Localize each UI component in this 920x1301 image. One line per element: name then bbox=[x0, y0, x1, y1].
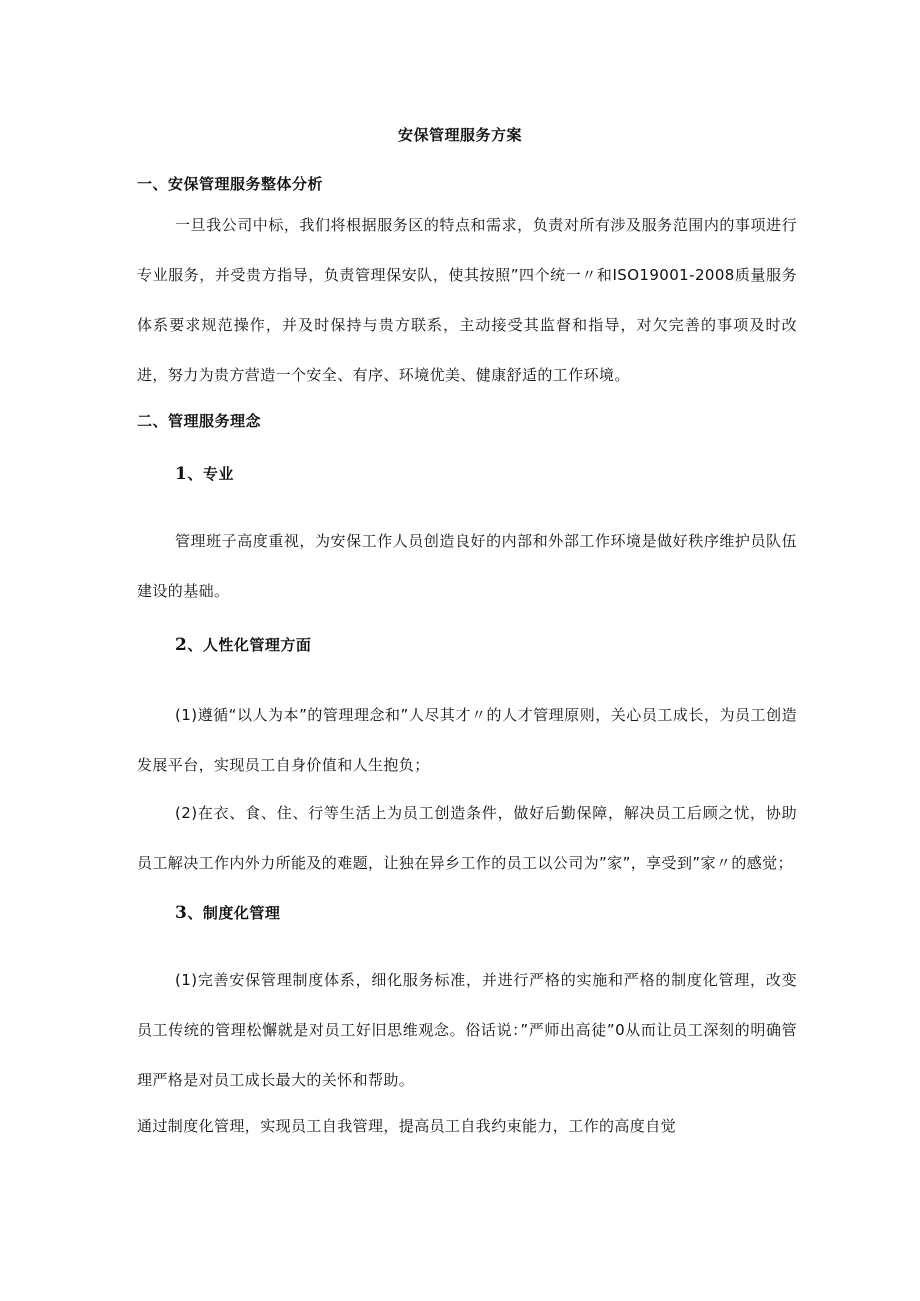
paragraph-humanized-item-1: (1)遵循“以人为本”的管理理念和”人尽其才〃的人才管理原则，关心员工成长，为员工创造发展平台，实现员工自身价值和人生抱负； bbox=[137, 706, 797, 774]
subheading-professional bbox=[175, 463, 234, 484]
page-title: 安保管理服务方案 bbox=[397, 126, 522, 144]
subheading-label: 、人性化管理方面 bbox=[187, 636, 312, 654]
paragraph-professional: 管理班子高度重视，为安保工作人员创造良好的内部和外部工作环境是做好秩序维护员队伍建设的基础。 bbox=[137, 532, 797, 600]
subheading-number: 3 bbox=[175, 903, 188, 923]
section-heading-service-philosophy: 二、管理服务理念 bbox=[137, 412, 262, 430]
subheading-label: 、专业 bbox=[187, 465, 234, 483]
subheading-label: 、制度化管理 bbox=[187, 904, 281, 922]
subheading-humanized-management bbox=[175, 634, 311, 655]
paragraph-overall-analysis: 一旦我公司中标，我们将根据服务区的特点和需求，负责对所有涉及服务范围内的事项进行专业服务，并受贵方指导，负责管理保安队，使其按照”四个统一〃和ISO19001-2008质量服务体系要求规范操作，并及时保持与贵方联系，主动接受其监督和指导，对欠完善的事项及时改进，努力为贵方营造一个安全、有序、环境优美、健康舒适的工作环境。 bbox=[137, 216, 797, 384]
subheading-institutional-management bbox=[175, 902, 280, 923]
section-heading-overall-analysis: 一、安保管理服务整体分析 bbox=[137, 175, 324, 193]
paragraph-institutional-item-1: (1)完善安保管理制度体系，细化服务标准，并进行严格的实施和严格的制度化管理，改变员工传统的管理松懈就是对员工好旧思维观念。俗话说：”严师出高徒”0从而让员工深刻的明确管理严格是对员工成长最大的关怀和帮助。 bbox=[137, 971, 797, 1089]
subheading-number: 2 bbox=[175, 635, 188, 655]
paragraph-humanized-item-2: (2)在衣、食、住、行等生活上为员工创造条件，做好后勤保障，解决员工后顾之忧，协助员工解决工作内外力所能及的难题，让独在异乡工作的员工以公司为”家”，享受到”家〃的感觉； bbox=[137, 804, 797, 872]
subheading-number: 1 bbox=[175, 464, 188, 484]
paragraph-institutional-closing: 通过制度化管理，实现员工自我管理，提高员工自我约束能力，工作的高度自觉 bbox=[137, 1117, 677, 1135]
